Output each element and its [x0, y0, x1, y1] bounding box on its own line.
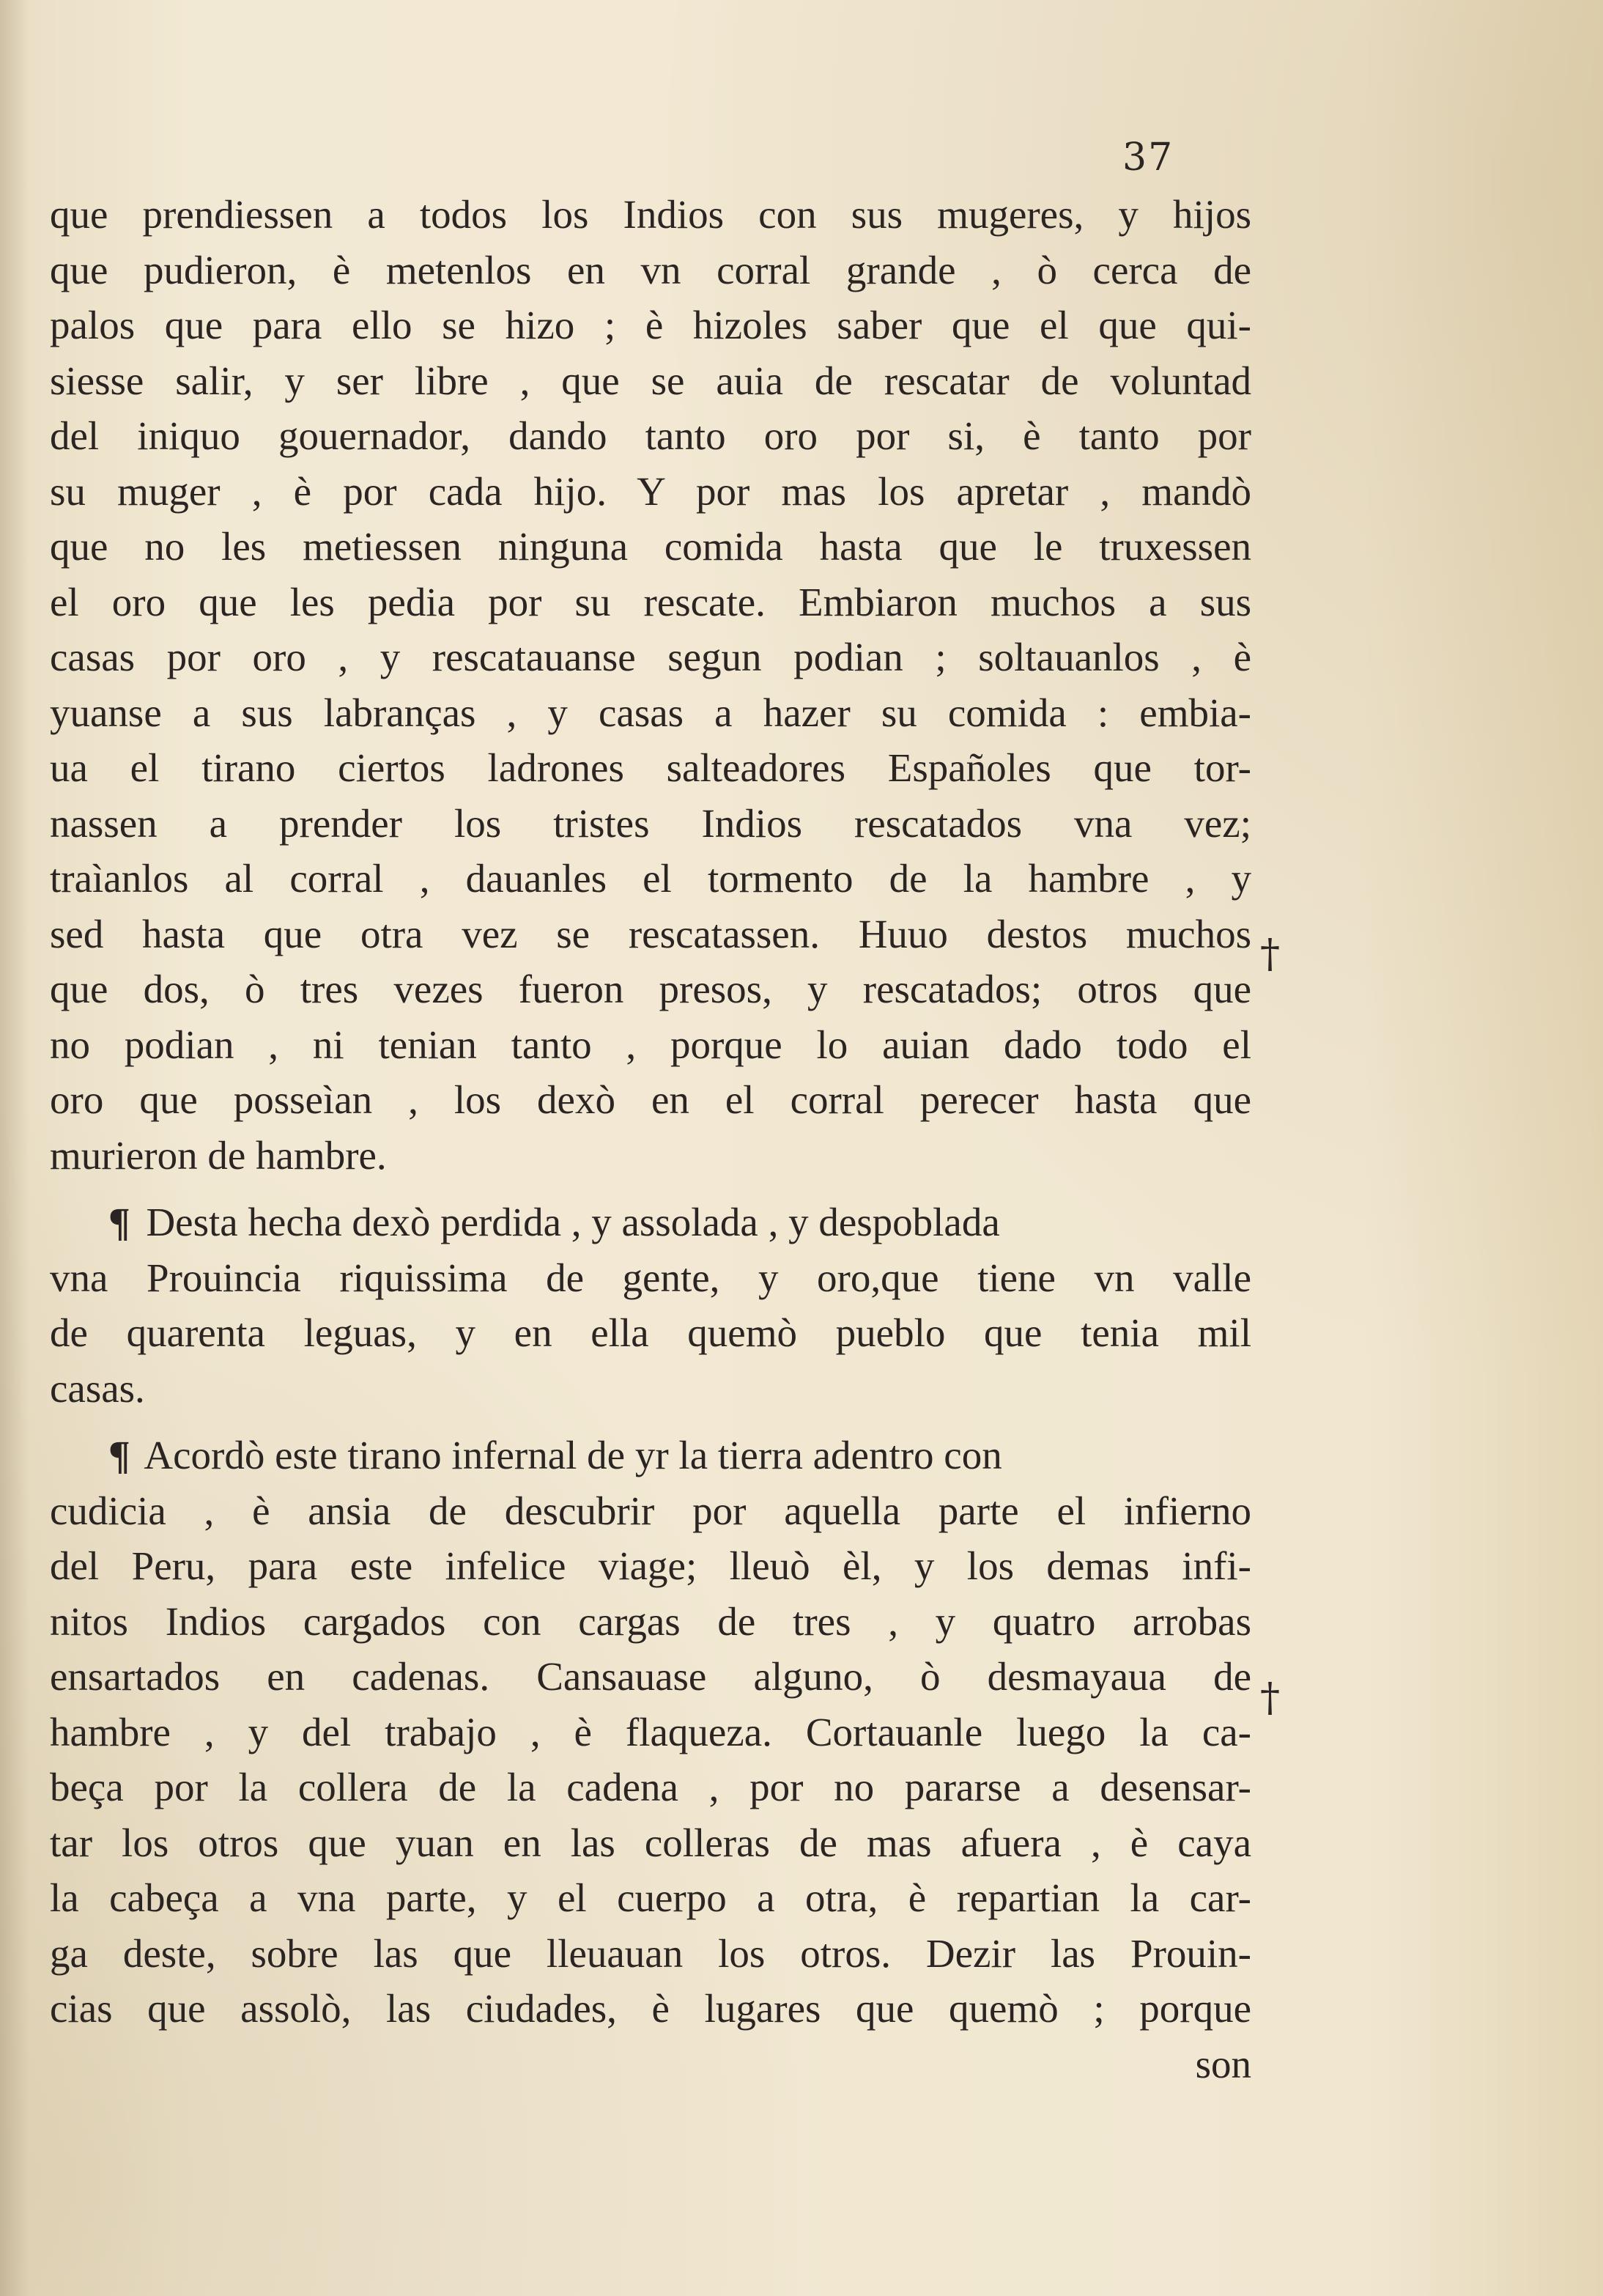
- text-line: ua el tirano ciertos ladrones salteadores Españoles que tor-: [50, 745, 1251, 790]
- body-text: [50, 187, 1251, 2092]
- text-line: cudicia , è ansia de descubrir por aquella parte el infierno: [50, 1488, 1251, 1533]
- paragraph-2: [50, 1195, 1251, 1416]
- text-line: vna Prouincia riquissima de gente, y oro,que tiene vn valle: [50, 1255, 1251, 1300]
- text-line: su muger , è por cada hijo. Y por mas los apretar , mandò: [50, 468, 1251, 514]
- text-line: [50, 1195, 1251, 1250]
- text-line: que pudieron, è metenlos en vn corral grande , ò cerca de: [50, 247, 1251, 292]
- text-line-content: Acordò este tirano infernal de yr la tierra adentro con: [144, 1433, 1002, 1477]
- text-line: murieron de hambre.: [50, 1132, 387, 1178]
- pilcrow-mark: ¶: [108, 1433, 130, 1477]
- text-line: tar los otros que yuan en las colleras de mas afuera , è caya: [50, 1820, 1251, 1865]
- text-line: traìanlos al corral , dauanles el tormento de la hambre , y: [50, 856, 1251, 901]
- text-line: oro que posseìan , los dexò en el corral perecer hasta que: [50, 1077, 1251, 1122]
- text-line: la cabeça a vna parte, y el cuerpo a otra, è repartian la car-: [50, 1875, 1251, 1920]
- paragraph-1: [50, 187, 1251, 1183]
- text-line: del Peru, para este infelice viage; lleuò èl, y los demas infi-: [50, 1543, 1251, 1588]
- text-line: cias que assolò, las ciudades, è lugares que quemò ; porque: [50, 1986, 1251, 2031]
- text-line: que dos, ò tres vezes fueron presos, y rescatados; otros que: [50, 967, 1251, 1011]
- text-line: palos que para ello se hizo ; è hizoles saber que el que qui-: [50, 303, 1251, 347]
- text-line: yuanse a sus labranças , y casas a hazer su comida : embia-: [50, 690, 1251, 735]
- text-line: casas por oro , y rescatauanse segun podian ; soltauanlos , è: [50, 635, 1251, 679]
- pilcrow-mark: ¶: [108, 1200, 130, 1244]
- page-number: 37: [1122, 136, 1174, 180]
- text-line: hambre , y del trabajo , è flaqueza. Cortauanle luego la ca-: [50, 1709, 1251, 1754]
- margin-dagger-mark: †: [1260, 931, 1280, 977]
- margin-dagger-mark: †: [1260, 1675, 1280, 1721]
- text-line: nitos Indios cargados con cargas de tres , y quatro arrobas: [50, 1598, 1251, 1644]
- text-line: sed hasta que otra vez se rescatassen. Huuo destos muchos: [50, 911, 1251, 956]
- text-line: no podian , ni tenian tanto , porque lo auian dado todo el: [50, 1022, 1251, 1067]
- text-line: [50, 1428, 1251, 1483]
- text-line: que prendiessen a todos los Indios con sus mugeres, y hijos: [50, 192, 1251, 237]
- text-line: el oro que les pedia por su rescate. Embiaron muchos a sus: [50, 579, 1251, 624]
- text-line: que no les metiessen ninguna comida hasta que le truxessen: [50, 524, 1251, 569]
- page-gutter-shadow: [0, 0, 29, 2296]
- paragraph-3: [50, 1428, 1251, 2037]
- text-line: del iniquo gouernador, dando tanto oro por si, è tanto por: [50, 413, 1251, 458]
- text-line: siesse salir, y ser libre , que se auia de rescatar de voluntad: [50, 358, 1251, 403]
- catchword: son: [1195, 2041, 1251, 2086]
- text-line: ensartados en cadenas. Cansauase alguno, ò desmayaua de: [50, 1654, 1251, 1699]
- text-line-content: Desta hecha dexò perdida , y assolada , y despoblada: [146, 1200, 1000, 1244]
- text-line: nassen a prender los tristes Indios rescatados vna vez;: [50, 800, 1251, 846]
- text-line: de quarenta leguas, y en ella quemò pueblo que tenia mil: [50, 1310, 1251, 1355]
- text-line: casas.: [50, 1365, 145, 1411]
- text-line: ga deste, sobre las que lleuauan los otros. Dezir las Prouin-: [50, 1930, 1251, 1976]
- text-line: beça por la collera de la cadena , por no pararse a desensar-: [50, 1765, 1251, 1809]
